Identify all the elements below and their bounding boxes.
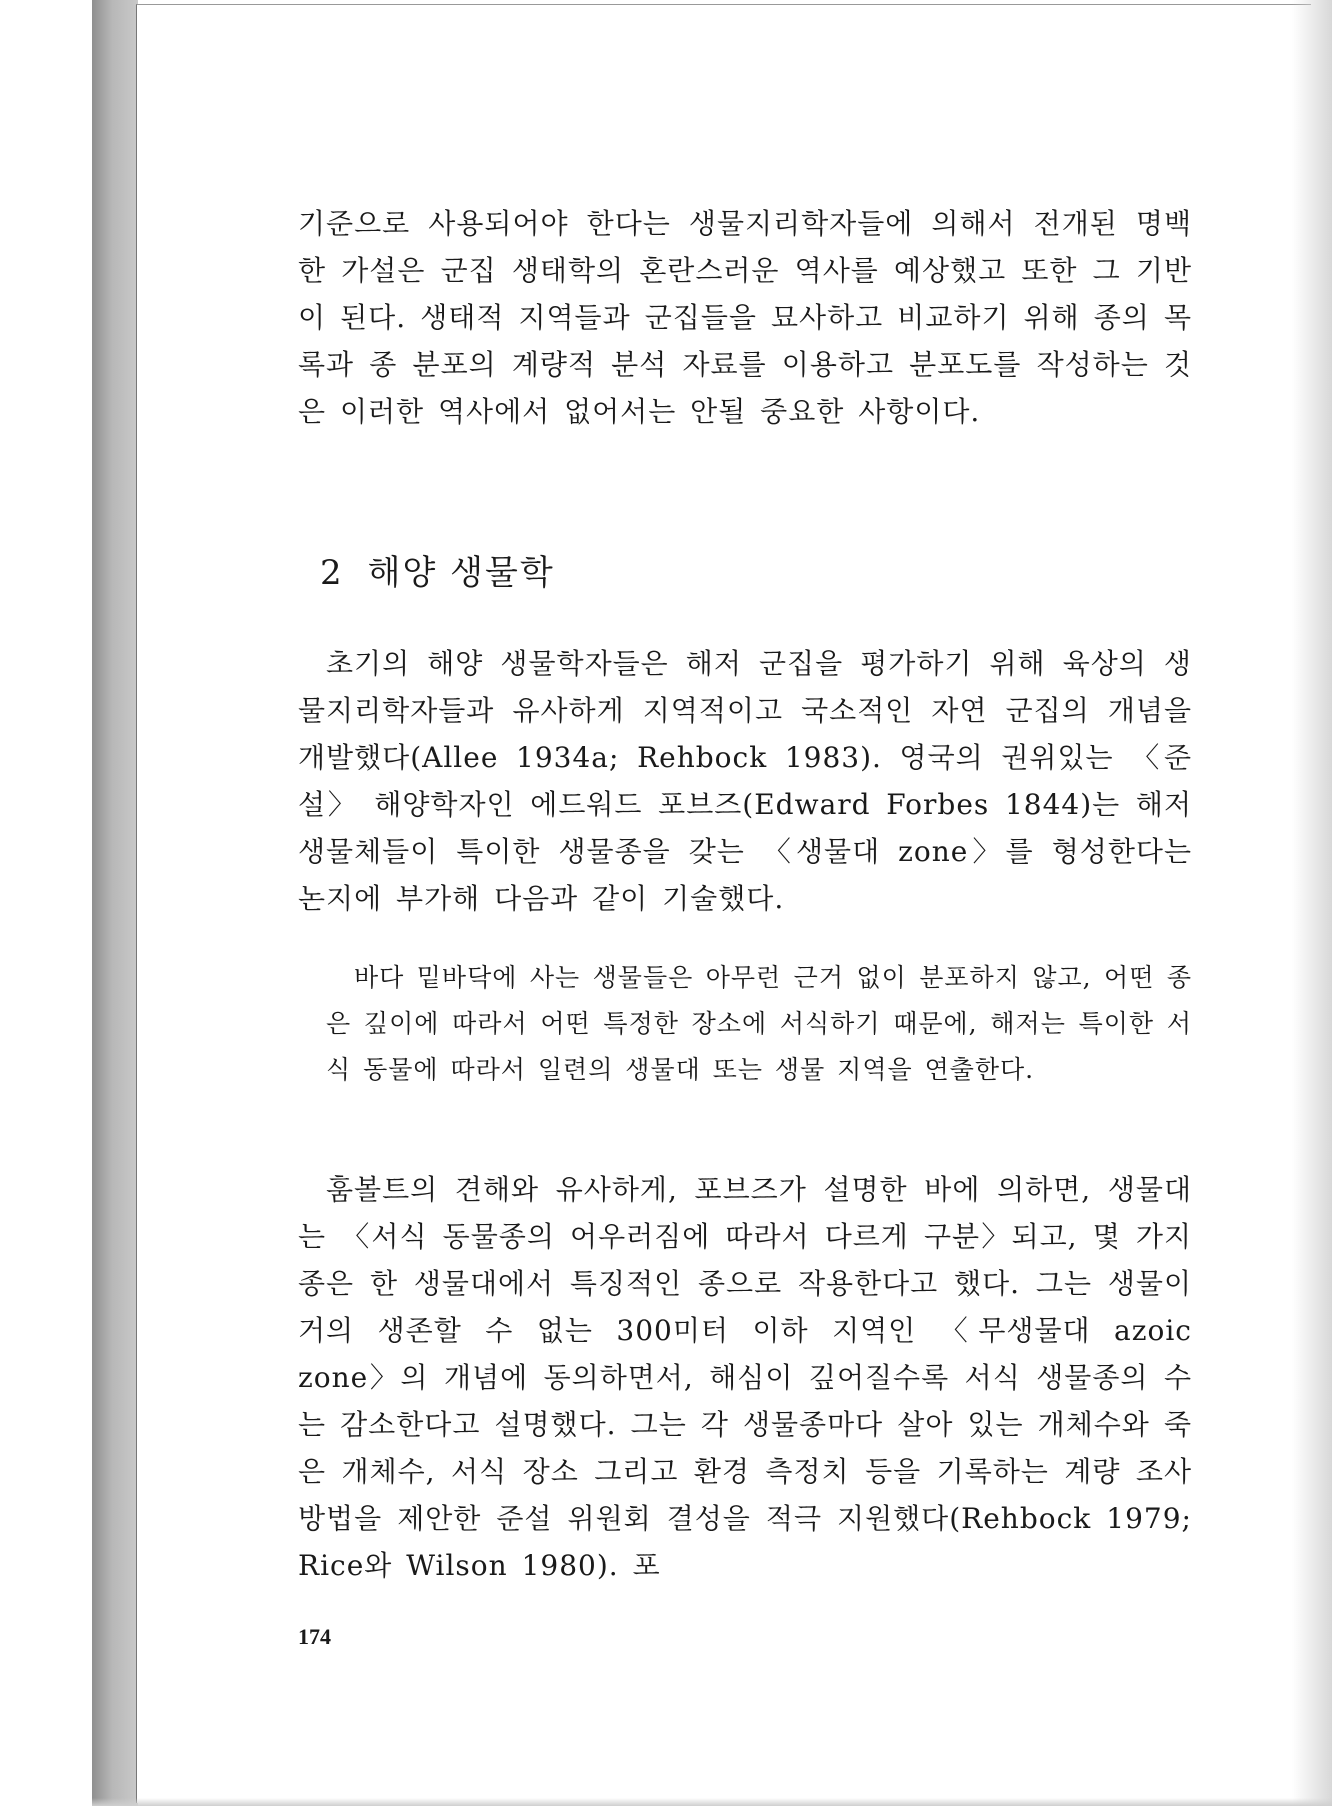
page-edge-shadow: [1292, 0, 1332, 1806]
body-paragraph-2: 훔볼트의 견해와 유사하게, 포브즈가 설명한 바에 의하면, 생물대는 〈서식 동물종의 어우러짐에 따라서 다르게 구분〉되고, 몇 가지 종은 한 생물대에서 특징적인 종으로 작용한다고 했다. 그는 생물이 거의 생존할 수 없는 300미터 이하 지역인 〈무생물대 azoic zone〉의 개념에 동의하면서, 해심이 깊어질수록 서식 생물종의 수는 감소한다고 설명했다. 그는 각 생물종마다 살아 있는 개체수와 죽은 개체수, 서식 장소 그리고 환경 측정치 등을 기록하는 계량 조사 방법을 제안한 준설 위원회 결성을 적극 지원했다(Rehbock 1979; Rice와 Wilson 1980). 포: [298, 1173, 1192, 1582]
intro-paragraph: 기준으로 사용되어야 한다는 생물지리학자들에 의해서 전개된 명백한 가설은 군집 생태학의 혼란스러운 역사를 예상했고 또한 그 기반이 된다. 생태적 지역들과 군집들을 묘사하고 비교하기 위해 종의 목록과 종 분포의 계량적 분석 자료를 이용하고 분포도를 작성하는 것은 이러한 역사에서 없어서는 안될 중요한 사항이다.: [298, 207, 1192, 428]
body-paragraph-1: 초기의 해양 생물학자들은 해저 군집을 평가하기 위해 육상의 생물지리학자들과 유사하게 지역적이고 국소적인 자연 군집의 개념을 개발했다(Allee 1934a; Rehbock 1983). 영국의 권위있는 〈준설〉 해양학자인 에드워드 포브즈(Edward Forbes 1844)는 해저 생물체들이 특이한 생물종을 갖는 〈생물대 zone〉를 형성한다는 논지에 부가해 다음과 같이 기술했다.: [298, 647, 1192, 915]
section-title: 해양 생물학: [367, 553, 555, 593]
section-number: 2: [320, 553, 344, 593]
section-heading: [320, 545, 555, 594]
block-quote: 바다 밑바닥에 사는 생물들은 아무런 근거 없이 분포하지 않고, 어떤 종은 깊이에 따라서 어떤 특정한 장소에 서식하기 때문에, 해저는 특이한 서식 동물에 따라서 일련의 생물대 또는 생물 지역을 연출한다.: [326, 963, 1192, 1084]
page-bottom-shadow: [92, 1798, 1332, 1806]
page-number: 174: [298, 1624, 331, 1649]
book-spine: [92, 0, 138, 1806]
